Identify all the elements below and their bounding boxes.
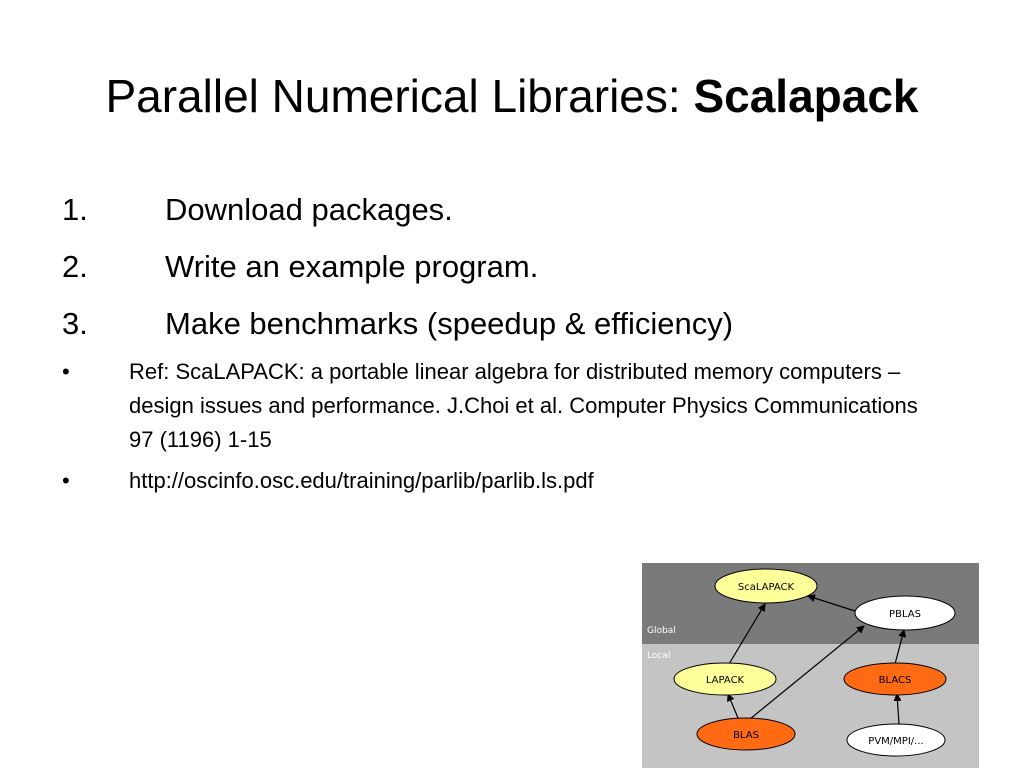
bullet-marker: • [62, 468, 70, 493]
node-blacs-label: BLACS [878, 675, 912, 686]
slide-title [0, 66, 1024, 126]
bullet-marker: • [62, 359, 70, 384]
node-blas-label: BLAS [733, 730, 759, 741]
title-bold: Scalapack [693, 70, 919, 122]
node-pblas-label: PBLAS [889, 609, 921, 620]
node-lapack-label: LAPACK [705, 675, 745, 686]
item-number: 1. [62, 192, 88, 227]
item-number: 2. [62, 249, 88, 284]
node-scalapack-label: ScaLAPACK [737, 582, 795, 593]
scalapack-architecture-diagram [642, 563, 979, 768]
item-text: Download packages. [165, 192, 453, 227]
node-pvm-mpi-label: PVM/MPI/... [868, 736, 924, 747]
title-plain: Parallel Numerical Libraries: [105, 70, 694, 122]
local-label: Local [647, 651, 671, 661]
item-text: Make benchmarks (speedup & efficiency) [165, 306, 734, 341]
reference-text: Ref: ScaLAPACK: a portable linear algebra for distributed memory computers – design issues and performance. J.Choi et al. Computer Physics Communications 97 (1196) 1-15 [129, 359, 918, 452]
reference-url[interactable]: http://oscinfo.osc.edu/training/parlib/parlib.ls.pdf [129, 468, 594, 493]
item-number: 3. [62, 306, 88, 341]
item-text: Write an example program. [165, 249, 539, 284]
global-label: Global [647, 626, 676, 636]
